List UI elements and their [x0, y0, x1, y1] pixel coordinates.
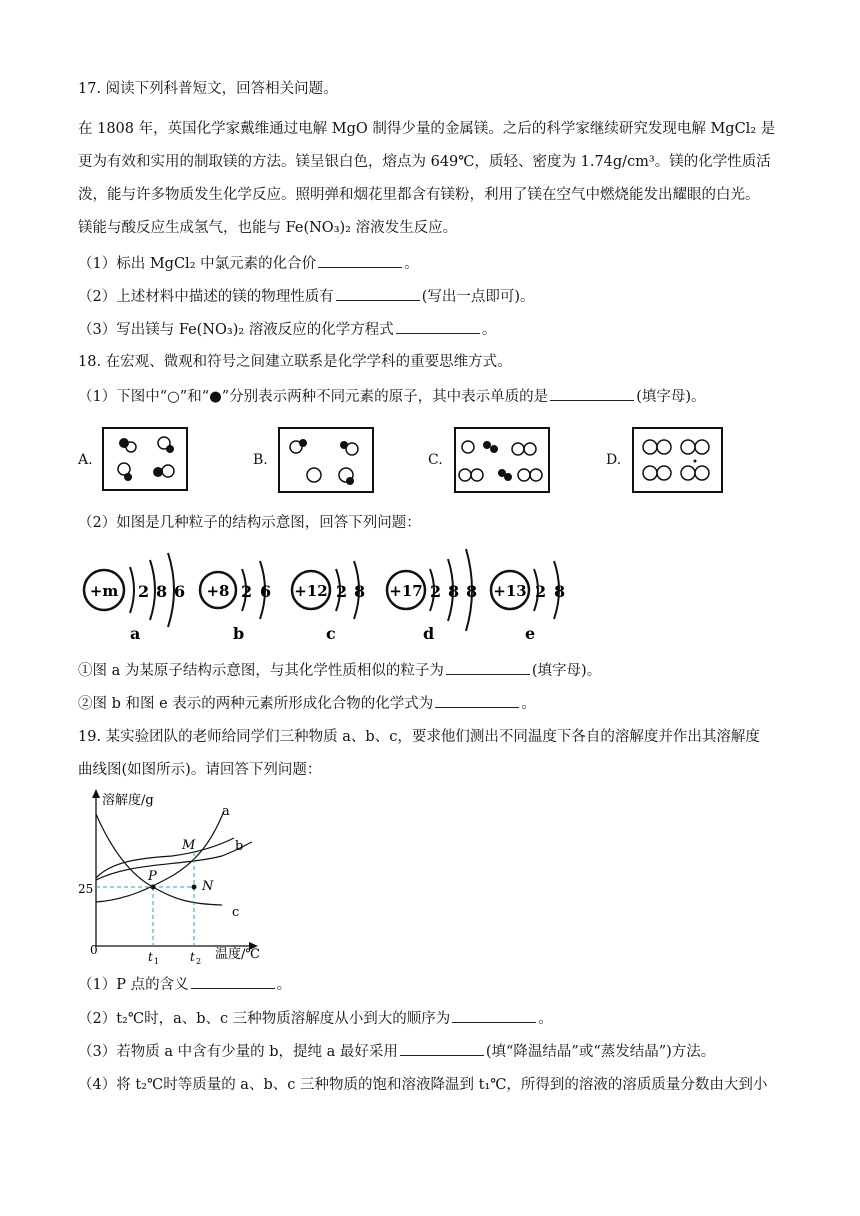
nucleus-charge: +m — [89, 582, 119, 600]
q17-sub1: （1）标出 MgCl₂ 中氯元素的化合价 。 — [78, 253, 419, 274]
molecule-box-a — [100, 425, 190, 493]
solubility-curve-chart — [72, 786, 287, 966]
option-b-label: B. — [253, 452, 268, 468]
option-a-label: A. — [78, 452, 93, 468]
tick-t1: t — [148, 950, 153, 964]
label-n: N — [202, 879, 214, 894]
particle-label: d — [423, 624, 435, 643]
q18-sub2: （2）如图是几种粒子的结构示意图，回答下列问题： — [78, 515, 421, 531]
molecule-box-d — [630, 425, 725, 495]
q18-sub1: （1）下图中“○”和“●”分别表示两种不同元素的原子，其中表示单质的是 (填字母)。 — [78, 386, 706, 407]
q18-title: 18. 在宏观、微观和符号之间建立联系是化学学科的重要思维方式。 — [78, 354, 512, 370]
answer-blank[interactable] — [191, 974, 275, 989]
q18-sub2-2: ②图 b 和图 e 表示的两种元素所形成化合物的化学式为 。 — [78, 693, 536, 714]
answer-blank[interactable] — [435, 693, 519, 708]
q17-sub3: （3）写出镁与 Fe(NO₃)₂ 溶液反应的化学方程式 。 — [78, 319, 496, 340]
shell-electrons: 6 — [260, 582, 272, 601]
particle-label: a — [130, 624, 141, 643]
shell-electrons: 2 — [535, 582, 547, 601]
shell-electrons: 2 — [138, 582, 150, 601]
answer-blank[interactable] — [452, 1008, 536, 1023]
particle-label: b — [233, 624, 245, 643]
shell-electrons: 8 — [466, 582, 478, 601]
q17-passage-line1: 在 1808 年，英国化学家戴维通过电解 MgO 制得少量的金属镁。之后的科学家继续研究发现电解 MgCl₂ 是 — [78, 121, 776, 137]
label-m: M — [182, 838, 196, 853]
q19-sub1: （1）P 点的含义 。 — [78, 974, 291, 995]
answer-blank[interactable] — [318, 253, 402, 268]
tick-t2: t — [190, 950, 195, 964]
nucleus-charge: +17 — [389, 582, 423, 600]
label-curve-c: c — [232, 905, 240, 920]
q17-passage-line3: 泼，能与许多物质发生化学反应。照明弹和烟花里都含有镁粉，利用了镁在空气中燃烧能发出耀眼的白光。 — [78, 187, 760, 203]
atom-diagram-e — [491, 561, 565, 643]
molecule-box-c — [452, 425, 552, 495]
option-c-label: C. — [428, 452, 443, 468]
nucleus-charge: +8 — [206, 582, 230, 600]
option-d-label: D. — [606, 452, 622, 468]
particle-label: c — [326, 624, 336, 643]
shell-electrons: 8 — [156, 582, 168, 601]
shell-electrons: 6 — [174, 582, 186, 601]
nucleus-charge: +12 — [294, 582, 328, 600]
shell-electrons: 2 — [241, 582, 253, 601]
q19-title-line2: 曲线图(如图所示)。请回答下列问题： — [78, 762, 322, 778]
answer-blank[interactable] — [550, 386, 634, 401]
q19-sub3: （3）若物质 a 中含有少量的 b，提纯 a 最好采用 (填“降温结晶”或“蒸发结晶”)方法。 — [78, 1041, 715, 1062]
point-p — [151, 885, 156, 890]
shell-electrons: 8 — [448, 582, 460, 601]
y-axis-label: 溶解度/g — [102, 793, 154, 808]
label-p: P — [148, 869, 157, 884]
q17-title: 17. 阅读下列科普短文，回答相关问题。 — [78, 81, 338, 97]
y-25-label: 25 — [78, 882, 94, 896]
q17-passage-line2: 更为有效和实用的制取镁的方法。镁呈银白色，熔点为 649℃，质轻、密度为 1.74g/cm³。镁的化学性质活 — [78, 154, 771, 170]
atom-structure-diagrams — [78, 545, 598, 645]
shell-electrons: 2 — [430, 582, 442, 601]
atom-diagram-c — [292, 561, 365, 643]
origin-label: 0 — [90, 943, 98, 957]
nucleus-charge: +13 — [493, 582, 527, 600]
q18-sub2-1: ①图 a 为某原子结构示意图，与其化学性质相似的粒子为 (填字母)。 — [78, 660, 601, 681]
tick-t1-sub: 1 — [154, 957, 160, 966]
shell-electrons: 8 — [554, 582, 566, 601]
x-axis-label: 温度/℃ — [215, 947, 260, 962]
answer-blank[interactable] — [336, 286, 420, 301]
point-n — [192, 885, 197, 890]
molecule-box-b — [276, 425, 376, 495]
q19-sub4: （4）将 t₂℃时等质量的 a、b、c 三种物质的饱和溶液降温到 t₁℃，所得到的溶液的溶质质量分数由大到小 — [78, 1077, 768, 1093]
label-curve-a: a — [222, 804, 230, 819]
atom-diagram-b — [200, 561, 271, 643]
label-curve-b: b — [235, 839, 244, 854]
tick-t2-sub: 2 — [196, 957, 202, 966]
shell-electrons: 2 — [336, 582, 348, 601]
answer-blank[interactable] — [396, 319, 480, 334]
answer-blank[interactable] — [446, 660, 530, 675]
q17-passage-line4: 镁能与酸反应生成氢气，也能与 Fe(NO₃)₂ 溶液发生反应。 — [78, 220, 458, 236]
q17-sub2: （2）上述材料中描述的镁的物理性质有 (写出一点即可)。 — [78, 286, 535, 307]
atom-diagram-d — [387, 549, 477, 643]
answer-blank[interactable] — [400, 1041, 484, 1056]
atom-diagram-a — [84, 553, 185, 643]
shell-electrons: 8 — [354, 582, 366, 601]
y-axis-arrow — [92, 789, 100, 798]
q19-title-line1: 19. 某实验团队的老师给同学们三种物质 a、b、c，要求他们测出不同温度下各自的溶解度并作出其溶解度 — [78, 729, 760, 745]
q19-sub2: （2）t₂℃时，a、b、c 三种物质溶解度从小到大的顺序为 。 — [78, 1008, 553, 1029]
particle-label: e — [525, 624, 536, 643]
